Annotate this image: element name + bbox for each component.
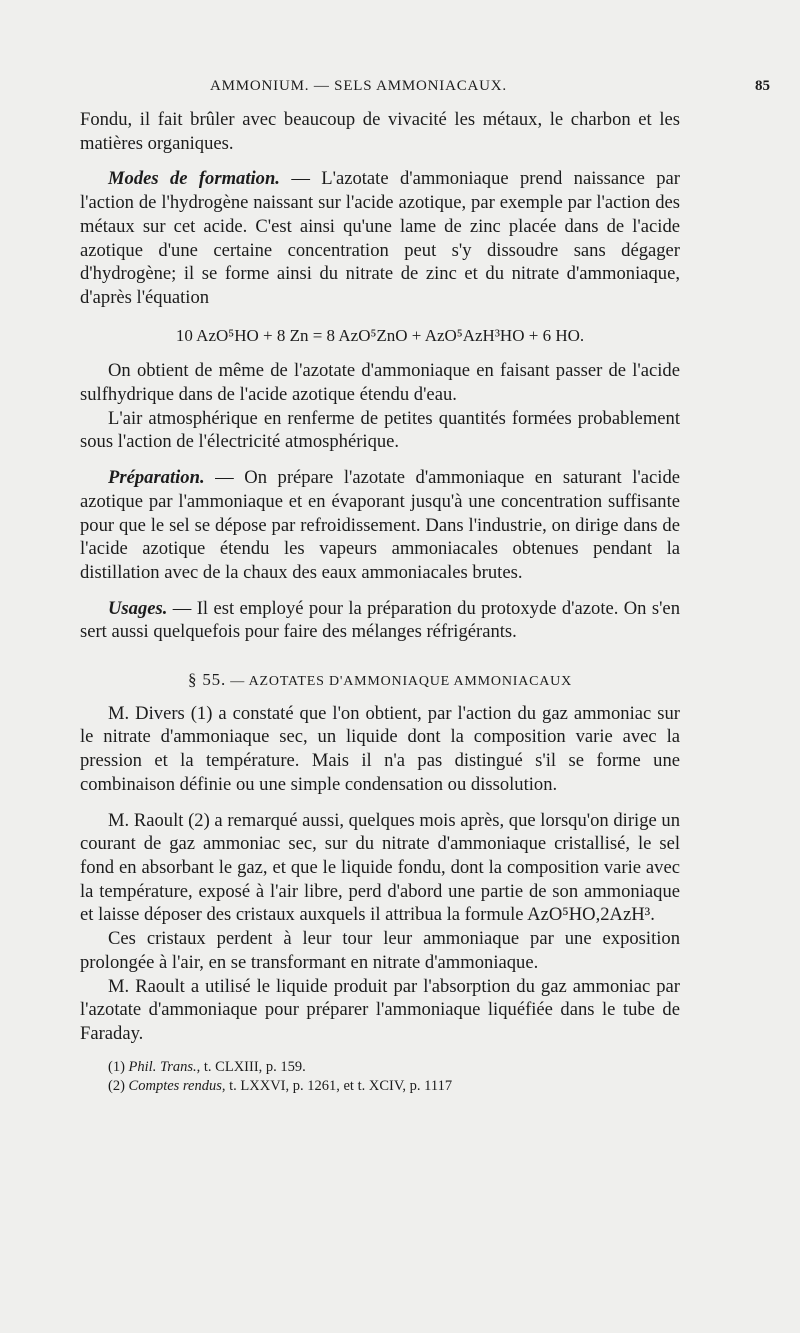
paragraph-text: — On prépare l'azotate d'ammoniaque en saturant l'acide azotique par l'ammoniaque et en évaporant jusqu'à une concentration suffisante pour que le sel se dépose par refroidissement. Dans l'industrie, on dirige dans de l'acide azotique étendu les vapeurs ammoniacales obtenues pendant la distillation avec de la chaux des eaux ammoniacales brutes.: [80, 467, 680, 583]
paragraph-raoult: [80, 809, 680, 928]
paragraph: On obtient de même de l'azotate d'ammoniaque en faisant passer de l'acide sulfhydrique dans de l'acide azotique étendu d'eau.: [80, 360, 680, 406]
paragraph: M. Divers (1) a constaté que l'on obtient, par l'action du gaz ammoniac sur le nitrate d'ammoniaque sec, un liquide dont la composition varie avec la pression et la température. Mais il n'a pas distingué s'il se forme une combinaison définie ou une simple condensation ou dissolution.: [80, 702, 680, 795]
paragraph-lead: Usages.: [108, 597, 168, 619]
running-title: AMMONIUM. — SELS AMMONIACAUX.: [210, 78, 507, 94]
footnote: [80, 1077, 680, 1096]
paragraph-text: — Il est employé pour la préparation du protoxyde d'azote. On s'en sert aussi quelquefois pour faire des mélanges réfrigérants.: [80, 597, 680, 643]
footnote-reference: , t. CLXIII, p. 159.: [196, 1058, 306, 1075]
section-title: AZOTATES D'AMMONIAQUE AMMONIACAUX: [248, 674, 572, 690]
footnote-source: Comptes rendus: [128, 1077, 222, 1094]
paragraph-text: — L'azotate d'ammoniaque prend naissance par l'action de l'hydrogène naissant sur l'acide azotique, par exemple par l'action des métaux sur cet acide. C'est ainsi qu'une lame de zinc placée dans de l'acide azotique d'une certaine concentration peut s'y dissoudre sans dégager d'hydrogène; il se forme ainsi du nitrate de zinc et du nitrate d'ammoniaque, d'après l'équation: [80, 168, 680, 308]
section-number: § 55.: [188, 670, 226, 690]
paragraph-usages: [80, 597, 680, 644]
chemical-formula: AzO⁵HO,2AzH³.: [527, 904, 655, 926]
paragraph-lead: Modes de formation.: [108, 168, 280, 190]
paragraph: M. Raoult a utilisé le liquide produit par l'absorption du gaz ammoniac par l'azotate d'ammoniaque pour préparer l'ammoniaque liquéfiée dans le tube de Faraday.: [80, 975, 680, 1044]
footnote: [80, 1058, 680, 1077]
page-body: [80, 108, 680, 1096]
footnote-marker: (2): [108, 1077, 129, 1094]
chemical-equation: 10 AzO⁵HO + 8 Zn = 8 AzO⁵ZnO + AzO⁵AzH³HO + 6 HO.: [175, 325, 585, 345]
paragraph-text: M. Raoult (2) a remarqué aussi, quelques mois après, que lorsqu'on dirige un courant de gaz ammoniac sec, sur du nitrate d'ammoniaque cristallisé, le sel fond en absorbant le gaz, et que le liquide fondu, dont la composition varie avec la température, exposé à l'air libre, perd d'abord une partie de son ammoniaque et laisse déposer des cristaux auxquels il attribua la formule: [80, 809, 680, 926]
paragraph: L'air atmosphérique en renferme de petites quantités formées probablement sous l'action de l'électricité atmosphérique.: [80, 407, 680, 453]
footnotes: [80, 1058, 680, 1096]
footnote-source: Phil. Trans.: [128, 1058, 197, 1075]
paragraph-formation: [80, 167, 680, 309]
paragraph-lead: Préparation.: [108, 467, 205, 489]
paragraph-preparation: [80, 466, 680, 585]
paragraph: Ces cristaux perdent à leur tour leur ammoniaque par une exposition prolongée à l'air, en se transformant en nitrate d'ammoniaque.: [80, 928, 680, 973]
paragraph: Fondu, il fait brûler avec beaucoup de vivacité les métaux, le charbon et les matières organiques.: [80, 109, 680, 154]
page-number: 85: [755, 78, 770, 94]
running-header: [80, 78, 770, 102]
footnote-marker: (1): [108, 1058, 129, 1075]
section-dash: —: [226, 674, 249, 690]
footnote-reference: , t. LXXVI, p. 1261, et t. XCIV, p. 1117: [221, 1077, 453, 1094]
section-heading: [80, 668, 680, 694]
